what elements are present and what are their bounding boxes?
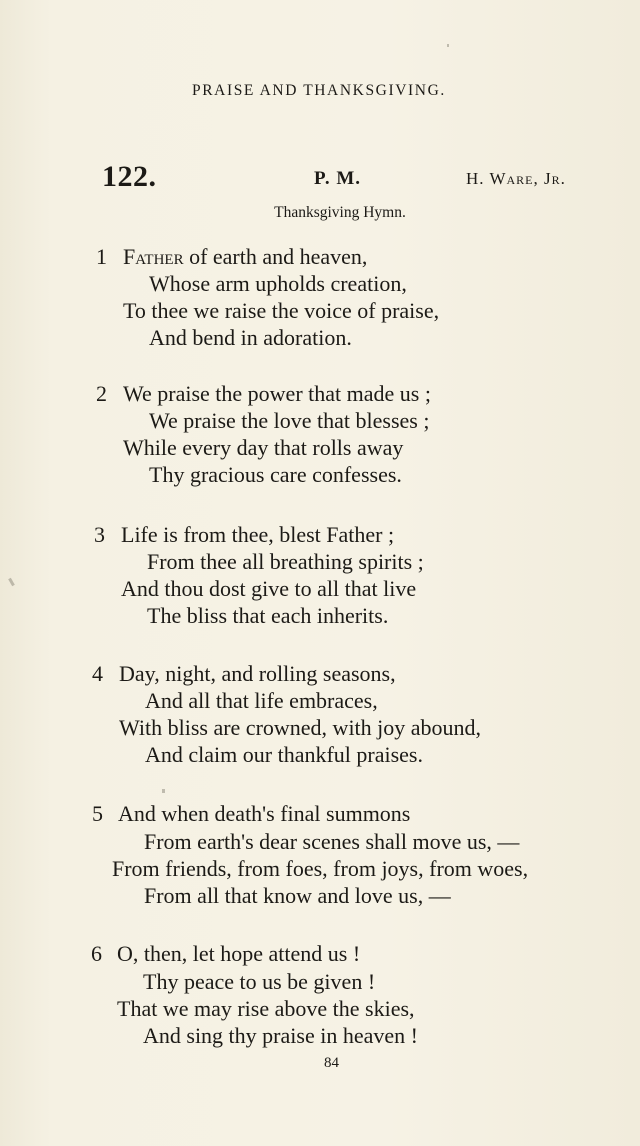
stanza-line: Thy gracious care confesses.	[149, 462, 402, 487]
stanza-line: Whose arm upholds creation,	[149, 271, 407, 296]
stanza-number: 5	[92, 801, 103, 826]
ink-speck	[162, 789, 165, 793]
stanza-line: From friends, from foes, from joys, from woes,	[112, 856, 529, 881]
stanza-line: Life is from thee, blest Father ;	[121, 522, 395, 547]
stanza-line: While every day that rolls away	[123, 435, 404, 460]
stanza-line: And all that life embraces,	[145, 688, 378, 713]
stanza-number: 2	[96, 381, 107, 406]
stanza-line: From all that know and love us, —	[144, 883, 451, 908]
stanza-number: 3	[94, 522, 105, 547]
hymn-subtitle: Thanksgiving Hymn.	[274, 204, 406, 221]
stanza-line: Day, night, and rolling seasons,	[119, 661, 396, 686]
hymn-author	[466, 169, 566, 189]
stanza-line: With bliss are crowned, with joy abound,	[119, 715, 482, 740]
stanza-line: That we may rise above the skies,	[117, 996, 415, 1021]
stanza-line: We praise the love that blesses ;	[149, 408, 430, 433]
hymn-meter: P. M.	[314, 168, 362, 189]
ink-speck	[447, 44, 449, 47]
hymn-number: 122.	[102, 160, 157, 193]
stanza-line: To thee we raise the voice of praise,	[123, 298, 440, 323]
page-number: 84	[324, 1055, 339, 1071]
hymn-header	[102, 160, 598, 196]
stanza-line: The bliss that each inherits.	[147, 603, 389, 628]
stanza-number: 1	[96, 244, 107, 269]
stanza-line: O, then, let hope attend us !	[117, 941, 361, 966]
stanza-number: 4	[92, 661, 103, 686]
stanza-number: 6	[91, 941, 102, 966]
stanza-line: From earth's dear scenes shall move us, —	[144, 829, 520, 854]
stanza-line: From thee all breathing spirits ;	[147, 549, 424, 574]
ink-speck	[8, 578, 15, 586]
stanza-line: And thou dost give to all that live	[121, 576, 417, 601]
stanza-line: Thy peace to us be given !	[143, 969, 376, 994]
stanza-line	[123, 244, 367, 270]
stanza-line: And claim our thankful praises.	[145, 742, 423, 767]
stanza-line: And bend in adoration.	[149, 325, 352, 350]
first-word: Father	[123, 244, 184, 269]
stanza-line: We praise the power that made us ;	[123, 381, 431, 406]
running-head: PRAISE AND THANKSGIVING.	[192, 82, 446, 99]
stanza-line: And sing thy praise in heaven !	[143, 1023, 418, 1048]
stanza-line: And when death's final summons	[118, 801, 411, 826]
hymn-author-text: H. Ware, Jr.	[466, 169, 566, 188]
first-line-rest: of earth and heaven,	[183, 244, 368, 269]
